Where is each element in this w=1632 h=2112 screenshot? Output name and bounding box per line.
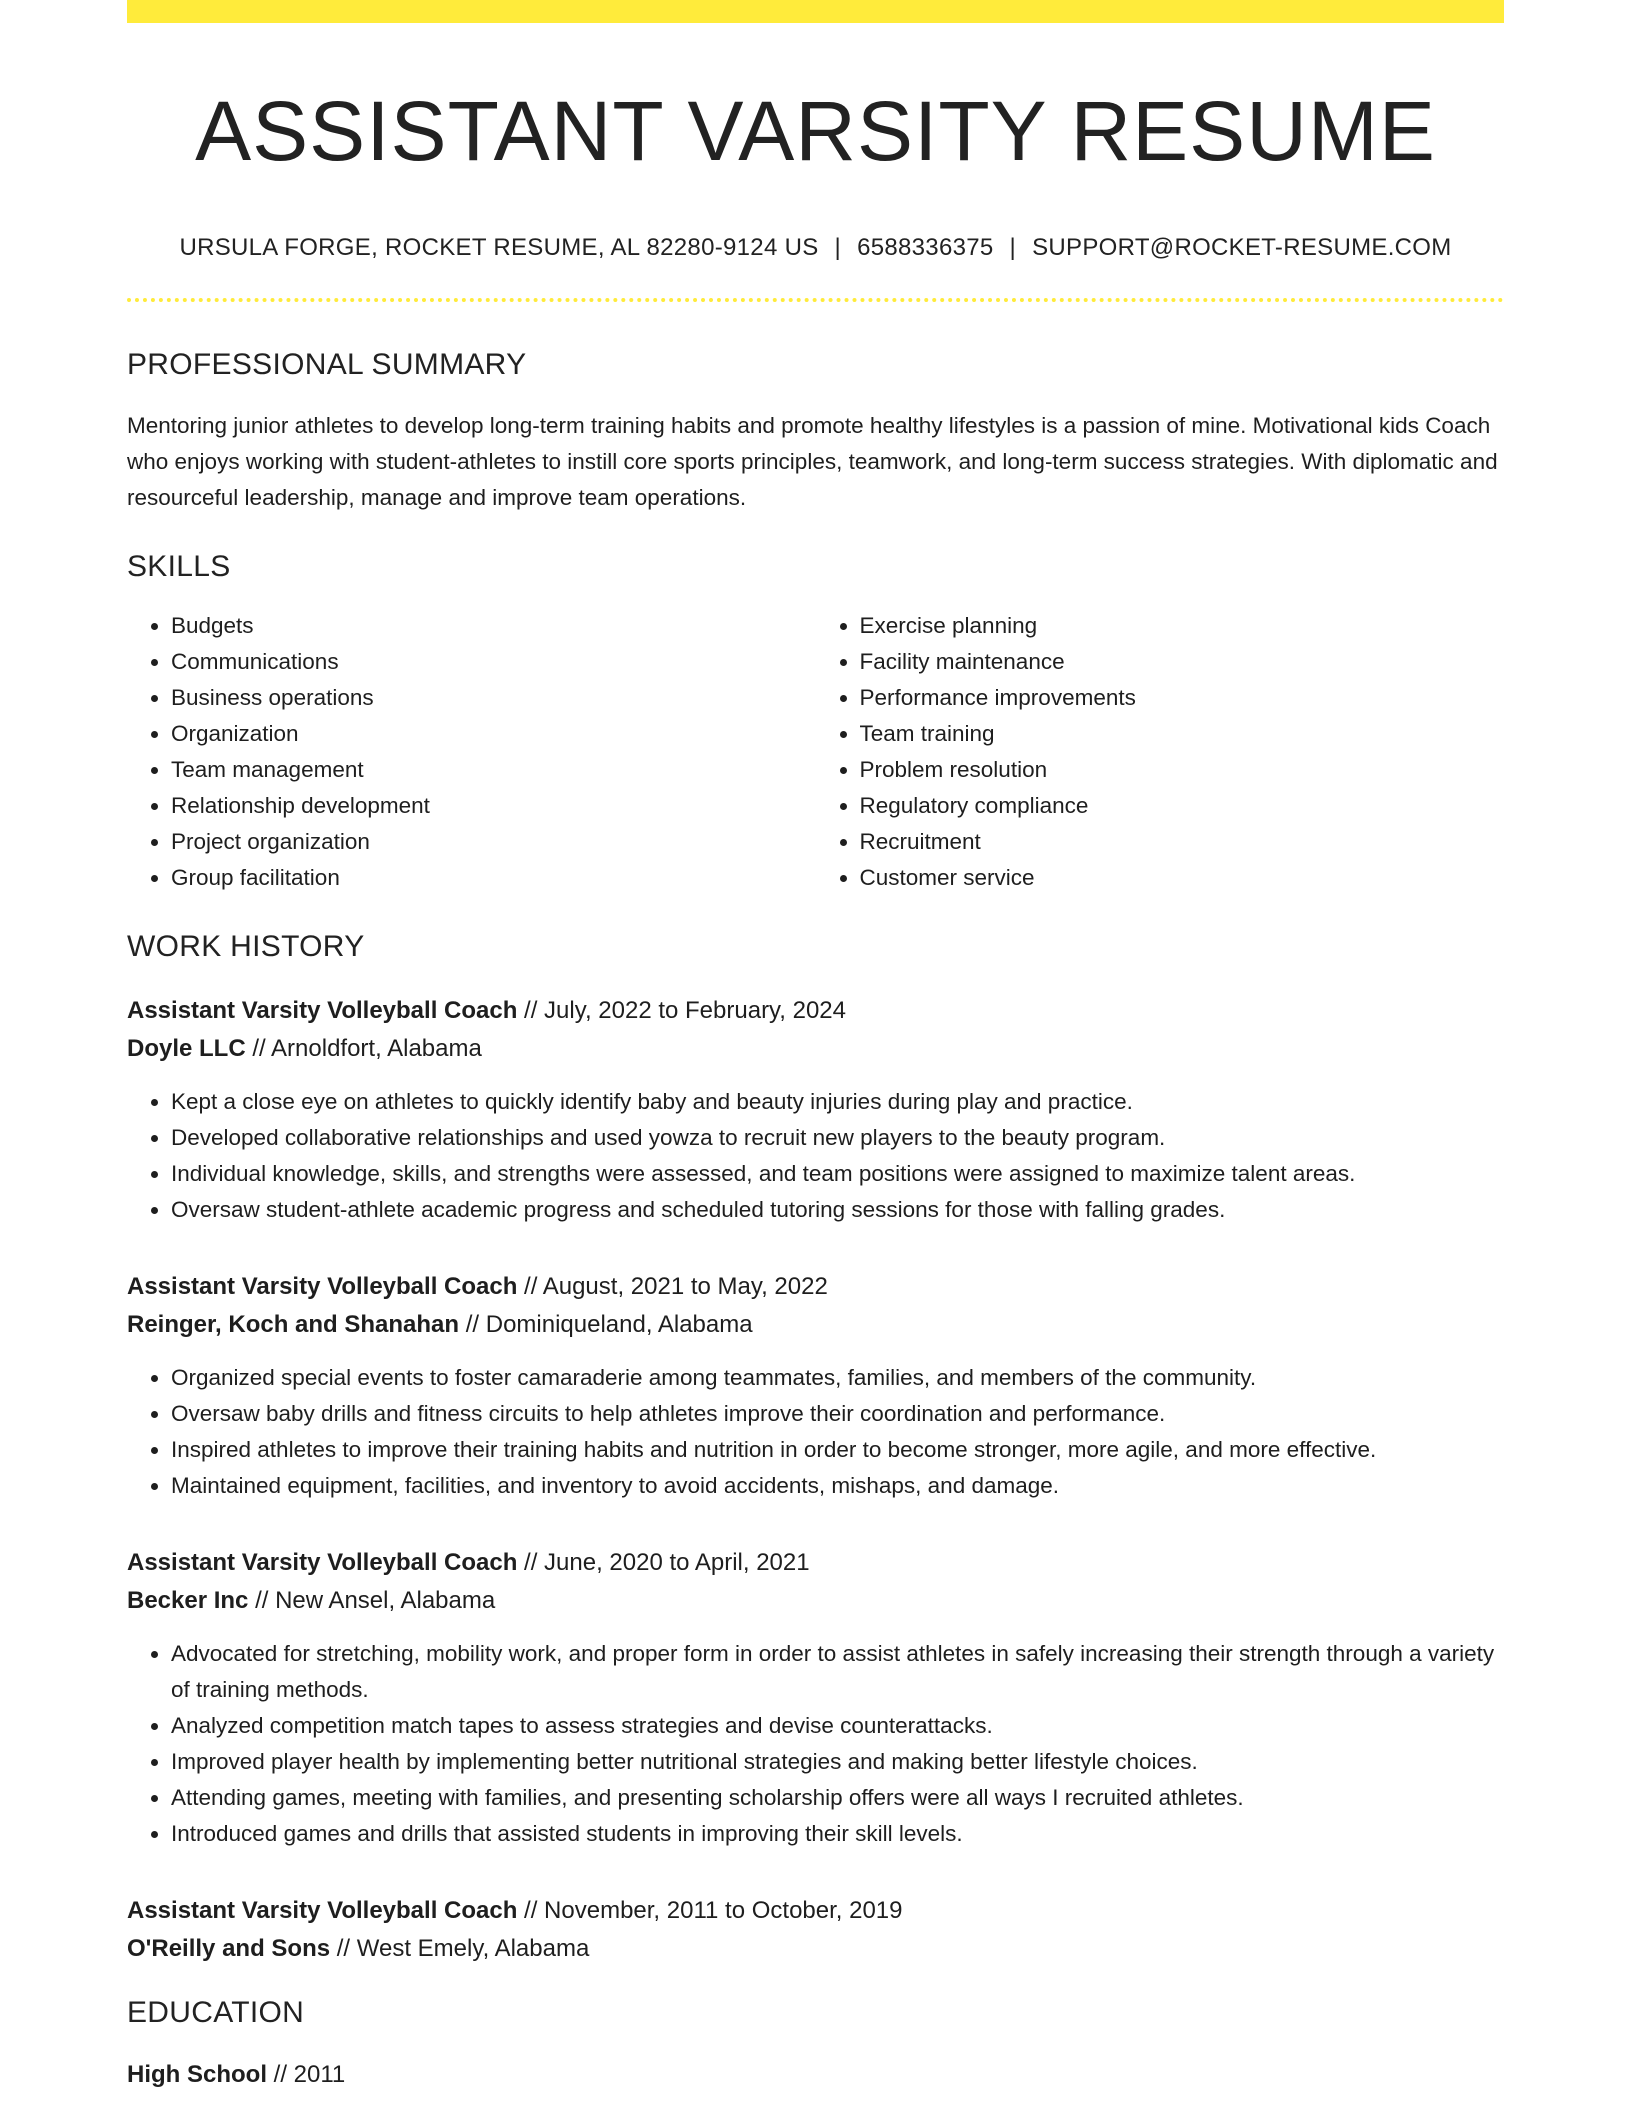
skill-item: • Relationship development — [171, 788, 816, 824]
skill-item: • Project organization — [171, 824, 816, 860]
job-location: // West Emely, Alabama — [330, 1934, 590, 1962]
job-company: O'Reilly and Sons — [127, 1934, 331, 1962]
job-bullet: • Advocated for stretching, mobility work, and proper form in order to assist athletes in safely increasing their strength through a variety of training methods. — [171, 1636, 1504, 1708]
job-bullets — [127, 1084, 1504, 1228]
summary-heading: PROFESSIONAL SUMMARY — [127, 347, 527, 381]
skill-item: • Regulatory compliance — [860, 788, 1505, 824]
job-bullet: • Maintained equipment, facilities, and inventory to avoid accidents, mishaps, and damage. — [171, 1468, 1504, 1504]
job-bullets — [127, 1636, 1504, 1852]
skill-item: • Team management — [171, 752, 816, 788]
job-bullet: • Organized special events to foster camaraderie among teammates, families, and members of the community. — [171, 1360, 1504, 1396]
skills-list-left — [127, 608, 816, 896]
job-dates: // June, 2020 to April, 2021 — [517, 1548, 810, 1576]
skill-item: • Business operations — [171, 680, 816, 716]
job-bullet: • Developed collaborative relationships and used yowza to recruit new players to the beauty program. — [171, 1120, 1504, 1156]
job-bullet: • Oversaw baby drills and fitness circuits to help athletes improve their coordination and performance. — [171, 1396, 1504, 1432]
job-company: Reinger, Koch and Shanahan — [127, 1310, 460, 1338]
education-entry — [127, 2056, 1504, 2094]
skills-columns — [127, 608, 1504, 896]
job-location: // New Ansel, Alabama — [248, 1586, 496, 1614]
job-company: Doyle LLC — [127, 1034, 246, 1062]
skill-item: • Customer service — [860, 860, 1505, 896]
job-title-line — [127, 1892, 1504, 1930]
job-entry — [127, 1268, 1504, 1504]
contact-phone: 6588336375 — [857, 233, 994, 261]
job-entry — [127, 992, 1504, 1228]
education-year: // 2011 — [267, 2060, 346, 2088]
resume-content — [127, 0, 1504, 2094]
job-location: // Arnoldfort, Alabama — [245, 1034, 482, 1062]
job-bullet: • Introduced games and drills that assisted students in improving their skill levels. — [171, 1816, 1504, 1852]
job-title-line — [127, 992, 1504, 1030]
job-bullet: • Kept a close eye on athletes to quickly identify baby and beauty injuries during play and practice. — [171, 1084, 1504, 1120]
job-dates: // August, 2021 to May, 2022 — [517, 1272, 828, 1300]
skill-item: • Problem resolution — [860, 752, 1505, 788]
job-dates: // July, 2022 to February, 2024 — [517, 996, 847, 1024]
skill-item: • Organization — [171, 716, 816, 752]
job-entry — [127, 1892, 1504, 1968]
job-company-line — [127, 1030, 1504, 1068]
skills-list-right — [816, 608, 1505, 896]
job-title: Assistant Varsity Volleyball Coach — [127, 1896, 518, 1924]
skill-item: • Group facilitation — [171, 860, 816, 896]
job-title-line — [127, 1544, 1504, 1582]
job-bullet: • Individual knowledge, skills, and strengths were assessed, and team positions were assigned to maximize talent areas. — [171, 1156, 1504, 1192]
contact-separator: | — [1009, 233, 1017, 261]
job-title: Assistant Varsity Volleyball Coach — [127, 996, 518, 1024]
job-bullets — [127, 1360, 1504, 1504]
job-location: // Dominiqueland, Alabama — [459, 1310, 753, 1338]
summary-text: Mentoring junior athletes to develop long-term training habits and promote healthy lifestyles is a passion of mine. Motivational kids Coach who enjoys working with student-athletes to instill core sports principles, teamwork, and long-term success strategies. With diplomatic and resourceful leadership, manage and improve team operations. — [127, 412, 1498, 510]
job-title-line — [127, 1268, 1504, 1306]
job-company: Becker Inc — [127, 1586, 249, 1614]
contact-separator: | — [834, 233, 842, 261]
skill-item: • Exercise planning — [860, 608, 1505, 644]
job-company-line — [127, 1306, 1504, 1344]
education-school: High School — [127, 2060, 267, 2088]
job-bullet: • Analyzed competition match tapes to assess strategies and devise counterattacks. — [171, 1708, 1504, 1744]
education-heading: EDUCATION — [127, 1995, 305, 2029]
job-dates: // November, 2011 to October, 2019 — [517, 1896, 903, 1924]
job-title: Assistant Varsity Volleyball Coach — [127, 1272, 518, 1300]
job-company-line — [127, 1582, 1504, 1620]
contact-email: SUPPORT@ROCKET-RESUME.COM — [1032, 233, 1452, 261]
job-title: Assistant Varsity Volleyball Coach — [127, 1548, 518, 1576]
skill-item: • Performance improvements — [860, 680, 1505, 716]
skill-item: • Team training — [860, 716, 1505, 752]
job-bullet: • Inspired athletes to improve their training habits and nutrition in order to become stronger, more agile, and more effective. — [171, 1432, 1504, 1468]
top-accent-bar — [127, 0, 1504, 23]
skill-item: • Recruitment — [860, 824, 1505, 860]
page-title: ASSISTANT VARSITY RESUME — [195, 84, 1436, 178]
job-company-line — [127, 1930, 1504, 1968]
job-bullet: • Oversaw student-athlete academic progress and scheduled tutoring sessions for those with falling grades. — [171, 1192, 1504, 1228]
job-bullet: • Improved player health by implementing better nutritional strategies and making better lifestyle choices. — [171, 1744, 1504, 1780]
skill-item: • Communications — [171, 644, 816, 680]
contact-address: URSULA FORGE, ROCKET RESUME, AL 82280-9124 US — [179, 233, 819, 261]
job-bullet: • Attending games, meeting with families, and presenting scholarship offers were all ways I recruited athletes. — [171, 1780, 1504, 1816]
skills-heading: SKILLS — [127, 549, 231, 583]
skill-item: • Budgets — [171, 608, 816, 644]
contact-line — [127, 234, 1504, 262]
skill-item: • Facility maintenance — [860, 644, 1505, 680]
work-history-heading: WORK HISTORY — [127, 929, 365, 963]
dotted-divider — [127, 298, 1504, 302]
job-entry — [127, 1544, 1504, 1852]
